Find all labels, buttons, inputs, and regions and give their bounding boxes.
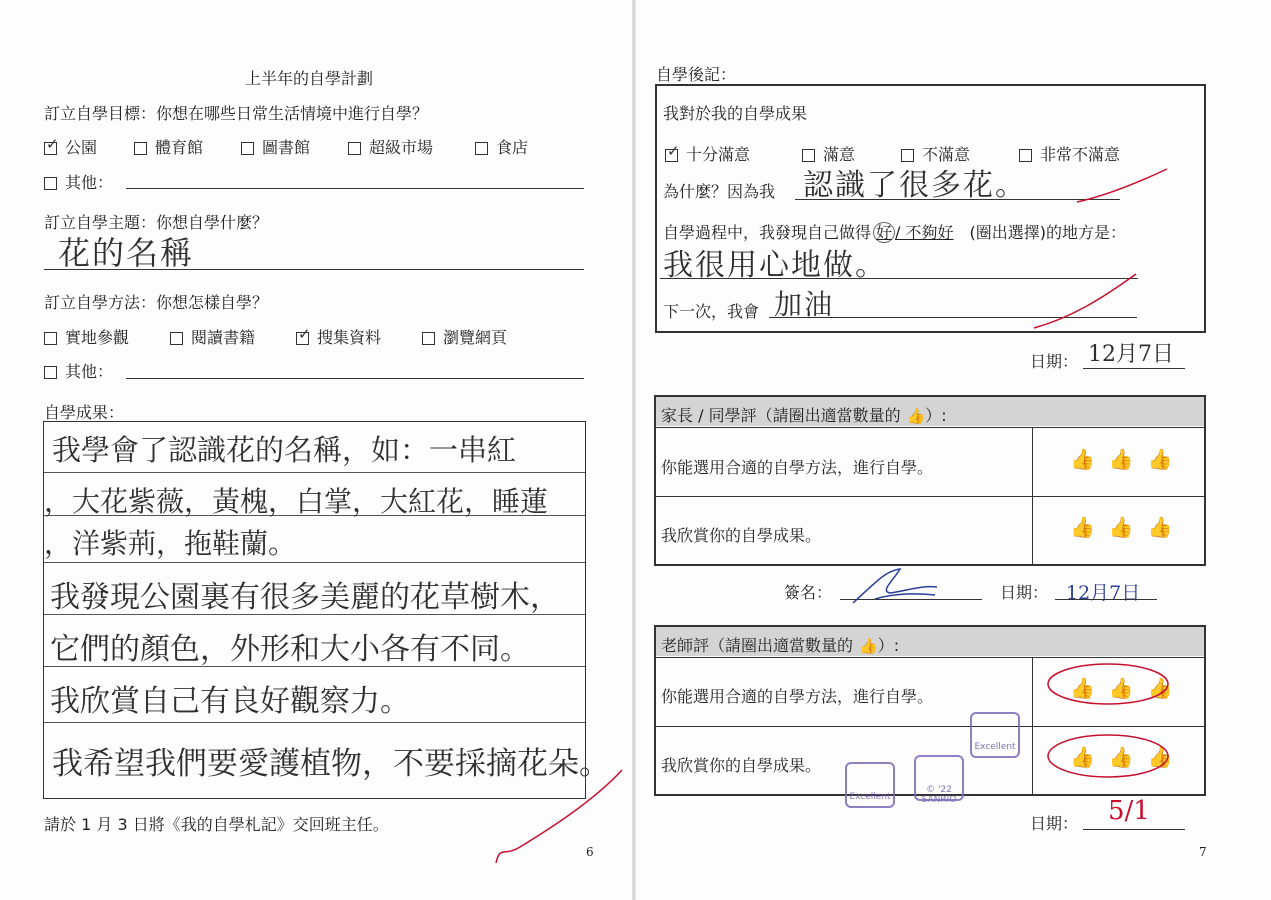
checkbox-icon bbox=[44, 366, 57, 379]
result-line: ，洋紫荊，拖鞋蘭。 bbox=[44, 527, 297, 560]
checkbox-checked-icon bbox=[665, 149, 678, 162]
date-value: 12月7日 bbox=[1066, 582, 1141, 604]
satisfaction-satisfied[interactable]: 滿意 bbox=[802, 142, 855, 165]
topic-answer: 花的名稱 bbox=[58, 234, 195, 272]
parent-eval-row-text: 你能選用合適的自學方法，進行自學。 bbox=[661, 458, 934, 477]
why-answer: 認識了很多花。 bbox=[803, 168, 1027, 203]
page-number: 7 bbox=[1199, 845, 1207, 859]
topic-answer-line[interactable] bbox=[44, 269, 584, 270]
result-line: 我希望我們要愛護植物，不要採摘花朵。 bbox=[52, 746, 610, 782]
satisfaction-very-unsatisfied[interactable]: 非常不滿意 bbox=[1019, 142, 1120, 165]
date-value: 5/1 bbox=[1108, 796, 1150, 826]
goal-option-supermarket[interactable]: 超級市場 bbox=[348, 135, 433, 158]
method-option-reading[interactable]: 閱讀書籍 bbox=[170, 325, 255, 348]
date-value: 12月7日 bbox=[1088, 342, 1174, 367]
afterword-title: 自學後記： bbox=[656, 65, 737, 84]
goal-question: 訂立自學目標：你想在哪些日常生活情境中進行自學？ bbox=[44, 104, 429, 123]
page-title: 上半年的自學計劃 bbox=[245, 69, 374, 88]
teacher-circle-mark bbox=[1044, 731, 1172, 781]
checkbox-icon bbox=[241, 142, 254, 155]
not-good-option[interactable]: / 不夠好 bbox=[895, 223, 954, 242]
checkbox-icon bbox=[44, 332, 57, 345]
date-label: 日期： bbox=[1000, 583, 1049, 602]
teacher-eval-row-text: 我欣賞你的自學成果。 bbox=[661, 756, 822, 775]
excellent-stamp: Excellent bbox=[970, 712, 1020, 758]
goal-option-other[interactable]: 其他： bbox=[44, 170, 113, 193]
date-line[interactable] bbox=[1083, 368, 1185, 369]
result-line: 我學會了認識花的名稱，如：一串紅 bbox=[52, 433, 517, 467]
result-line: 我發現公園裏有很多美麗的花草樹木， bbox=[50, 580, 560, 615]
checkbox-icon bbox=[348, 142, 361, 155]
checkbox-icon bbox=[44, 177, 57, 190]
why-answer-line[interactable] bbox=[795, 199, 1120, 200]
teacher-check-mark bbox=[1075, 166, 1170, 206]
checkbox-icon bbox=[475, 142, 488, 155]
why-label: 為什麼？因為我 bbox=[663, 182, 776, 201]
teacher-eval-title: 老師評（請圈出適當數量的 👍）: bbox=[661, 636, 900, 655]
date-label: 日期： bbox=[1030, 352, 1079, 371]
result-label: 自學成果： bbox=[44, 403, 125, 422]
method-question: 訂立自學方法：你想怎樣自學？ bbox=[44, 293, 269, 312]
goal-option-gym[interactable]: 體育館 bbox=[134, 135, 203, 158]
date-line[interactable] bbox=[1083, 829, 1185, 830]
excellent-stamp: © '22 SANRIO bbox=[914, 755, 964, 801]
page-number: 6 bbox=[586, 845, 594, 859]
footer-note: 請於 1 月 3 日將《我的自學札記》交回班主任。 bbox=[44, 815, 389, 834]
teacher-check-mark bbox=[490, 765, 630, 870]
checkbox-checked-icon bbox=[296, 332, 309, 345]
satisfaction-very[interactable]: ✓十分滿意 bbox=[665, 142, 750, 165]
result-line: 我欣賞自己有良好觀察力。 bbox=[50, 684, 410, 719]
table-rule bbox=[655, 726, 1205, 727]
result-line: 它們的顏色，外形和大小各有不同。 bbox=[50, 632, 530, 667]
process-label: 自學過程中，我發現自己做得 好 / 不夠好 (圈出選擇)的地方是： bbox=[663, 223, 1127, 242]
other-method-line[interactable] bbox=[126, 378, 584, 379]
parent-eval-row-text: 我欣賞你的自學成果。 bbox=[661, 526, 822, 545]
result-line: ，大花紫薇，黃槐，白掌，大紅花，睡蓮 bbox=[44, 485, 549, 518]
signature-label: 簽名： bbox=[784, 583, 833, 602]
result-rule bbox=[44, 472, 585, 473]
date-label: 日期： bbox=[1030, 814, 1079, 833]
checkbox-icon bbox=[422, 332, 435, 345]
checkbox-icon bbox=[170, 332, 183, 345]
checkbox-checked-icon bbox=[44, 142, 57, 155]
other-answer-line[interactable] bbox=[126, 188, 584, 189]
date-line[interactable] bbox=[1055, 599, 1157, 600]
parent-eval-title: 家長 / 同學評（請圈出適當數量的 👍）: bbox=[661, 406, 947, 425]
thumbs-up-icon: 👍 bbox=[906, 407, 926, 425]
thumbs-up-icon-group[interactable]: 👍👍👍 bbox=[1070, 676, 1187, 700]
excellent-stamp: Excellent bbox=[845, 762, 895, 808]
process-answer: 我很用心地做。 bbox=[663, 248, 887, 283]
good-option-circled[interactable]: 好 bbox=[873, 222, 895, 243]
table-column-rule bbox=[1032, 658, 1033, 795]
next-answer: 加油 bbox=[774, 288, 835, 321]
table-column-rule bbox=[1032, 428, 1033, 565]
result-rule bbox=[44, 722, 585, 723]
teacher-check-mark bbox=[1030, 270, 1140, 332]
method-option-browse[interactable]: 瀏覽網頁 bbox=[422, 325, 507, 348]
goal-option-library[interactable]: 圖書館 bbox=[241, 135, 310, 158]
thumbs-up-icon-group[interactable]: 👍👍👍 bbox=[1070, 515, 1187, 539]
thumbs-up-icon: 👍 bbox=[859, 637, 878, 655]
teacher-eval-row-text: 你能選用合適的自學方法，進行自學。 bbox=[661, 687, 934, 706]
method-option-other[interactable]: 其他： bbox=[44, 359, 113, 382]
checkbox-icon bbox=[134, 142, 147, 155]
next-label: 下一次，我會 bbox=[663, 302, 760, 321]
goal-option-restaurant[interactable]: 食店 bbox=[475, 135, 528, 158]
thumbs-up-icon-group[interactable]: 👍👍👍 bbox=[1070, 745, 1187, 769]
table-rule bbox=[655, 427, 1205, 428]
method-option-research[interactable]: ✓ 搜集資料 bbox=[296, 325, 381, 348]
method-option-visit[interactable]: 實地參觀 bbox=[44, 325, 129, 348]
topic-question: 訂立自學主題：你想自學什麼？ bbox=[44, 213, 269, 232]
page-divider bbox=[632, 0, 636, 900]
self-eval-title: 我對於我的自學成果 bbox=[663, 104, 808, 123]
result-rule bbox=[44, 562, 585, 563]
teacher-circle-mark bbox=[1044, 658, 1172, 708]
thumbs-up-icon-group[interactable]: 👍👍👍 bbox=[1070, 447, 1187, 471]
parent-signature bbox=[845, 563, 945, 608]
table-rule bbox=[655, 496, 1205, 497]
goal-option-park[interactable]: ✓公園 bbox=[44, 135, 97, 158]
satisfaction-unsatisfied[interactable]: 不滿意 bbox=[901, 142, 970, 165]
